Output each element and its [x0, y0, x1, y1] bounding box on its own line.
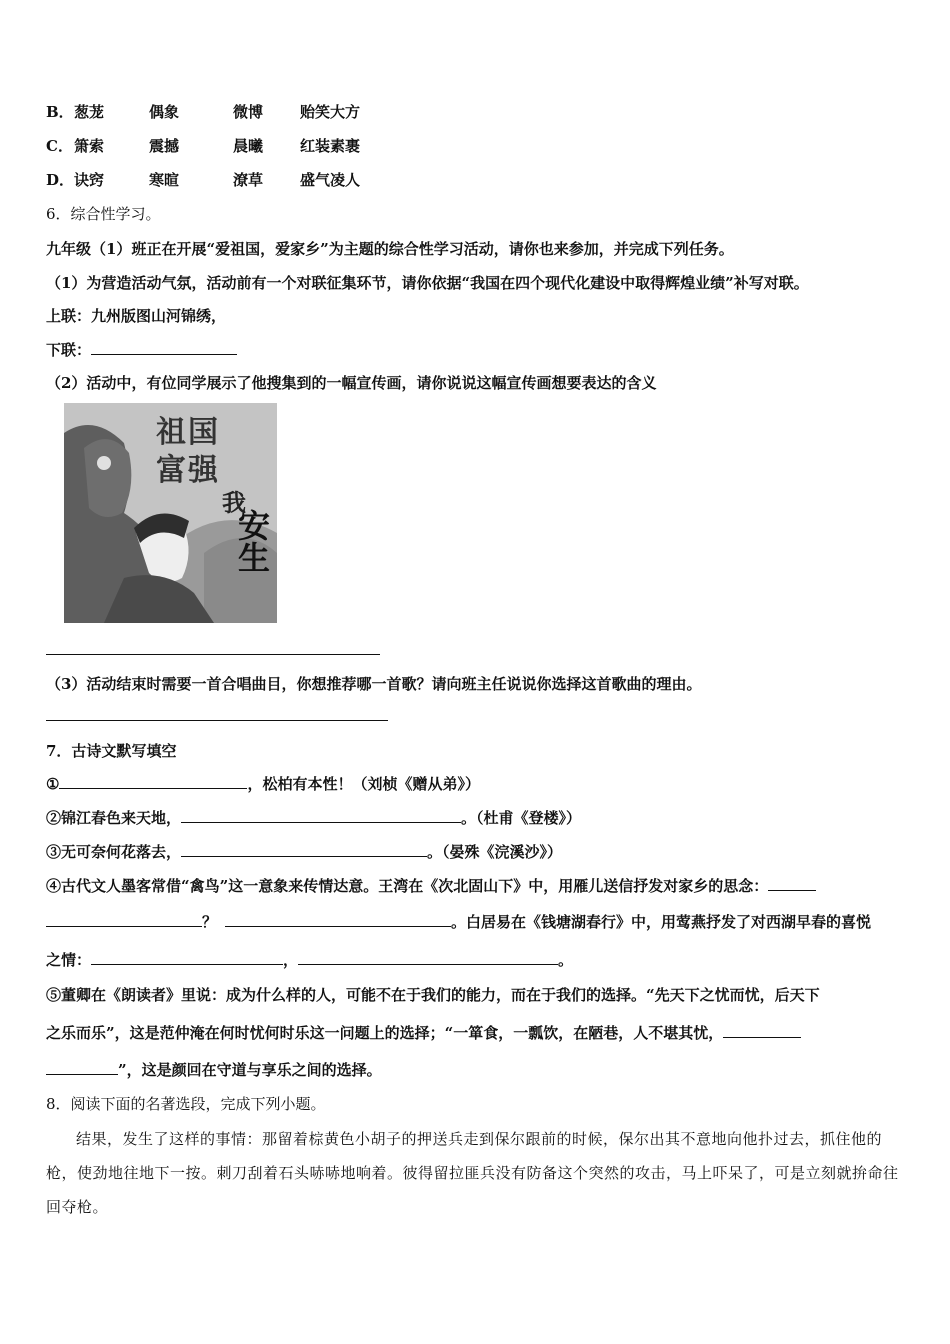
propaganda-poster-image: [64, 403, 277, 623]
option-word: 潦草: [233, 171, 264, 189]
answer-blank[interactable]: [225, 912, 451, 927]
poem-text: ④古代文人墨客常借“禽鸟”这一意象来传情达意。王湾在《次北固山下》中，用雁儿送信抒发对家乡的思念：: [46, 877, 769, 895]
answer-blank[interactable]: [46, 1060, 118, 1075]
q7-line4c: [46, 950, 573, 970]
punct: ，: [283, 951, 299, 969]
poster-text-line-1: 祖国: [156, 415, 220, 450]
q7-line4a: [46, 876, 816, 896]
option-word: 诀窍: [74, 171, 105, 189]
answer-blank[interactable]: [181, 808, 461, 823]
option-letter: B．: [46, 103, 74, 121]
poster-text-anquan: 安生: [233, 509, 271, 573]
poem-text: 之情：: [46, 951, 92, 969]
poem-source: ，松柏有本性！（刘桢《赠从弟》）: [247, 775, 480, 793]
option-word: 盛气凌人: [300, 171, 361, 189]
q8-excerpt: 结果，发生了这样的事情：那留着棕黄色小胡子的押送兵走到保尔跟前的时候，保尔出其不意地向他扑过去，抓住他的枪，使劲地往地下一按。刺刀刮着石头哧哧地响着。彼得留拉匪兵没有防备这个突然的攻击，马上吓呆了，可是立刻就拚命往回夺枪。: [46, 1130, 899, 1216]
q6-lower-couplet: [46, 340, 237, 360]
q8-title: 8．阅读下面的名著选段，完成下列小题。: [46, 1095, 326, 1113]
q7-line3: [46, 842, 562, 862]
q6-title: 6．综合性学习。: [46, 205, 161, 223]
q7-line5a: ⑤董卿在《朗读者》里说：成为什么样的人，可能不在于我们的能力，而在于我们的选择。“先天下之忧而忧，后天下: [46, 986, 820, 1004]
option-word: 晨曦: [233, 137, 264, 155]
option-word: 箫索: [74, 137, 105, 155]
q7-line5c: [46, 1060, 382, 1080]
poem-text: ”，这是颜回在守道与享乐之间的选择。: [118, 1061, 382, 1079]
poster-text-line-2: 富强: [156, 453, 220, 488]
item-number: ①: [46, 775, 60, 793]
option-word: 红装素裹: [300, 137, 361, 155]
option-word: 偶象: [149, 103, 180, 121]
q6-intro: 九年级（1）班正在开展“爱祖国，爱家乡”为主题的综合性学习活动，请你也来参加，并完成下列任务。: [46, 240, 734, 258]
poem-text: 之乐而乐”，这是范仲淹在何时忧何时乐这一问题上的选择；“一箪食，一瓢饮，在陋巷，人不堪其忧，: [46, 1024, 724, 1042]
q7-line4b: [46, 912, 871, 932]
poem-text: ②锦江春色来天地，: [46, 809, 182, 827]
answer-line-part3[interactable]: [46, 720, 388, 721]
option-word: 震撼: [149, 137, 180, 155]
q6-part3: （3）活动结束时需要一首合唱曲目，你想推荐哪一首歌？请向班主任说说你选择这首歌曲的理由。: [46, 675, 702, 693]
q7-line1: [46, 774, 480, 794]
option-word: 微博: [233, 103, 264, 121]
punct: ？: [202, 913, 218, 931]
poem-source: 。（杜甫《登楼》）: [461, 809, 582, 827]
answer-blank[interactable]: [723, 1023, 801, 1038]
poem-source: 。（晏殊《浣溪沙》）: [427, 843, 563, 861]
answer-blank[interactable]: [91, 340, 237, 355]
answer-blank[interactable]: [298, 950, 558, 965]
punct: 。: [558, 951, 574, 969]
option-letter: C．: [46, 137, 73, 155]
answer-blank[interactable]: [59, 774, 247, 789]
poem-text: ③无可奈何花落去，: [46, 843, 182, 861]
option-word: 贻笑大方: [300, 103, 361, 121]
q6-upper-couplet: 上联：九州版图山河锦绣，: [46, 307, 227, 325]
lower-label: 下联：: [46, 341, 92, 359]
q6-part1: （1）为营造活动气氛，活动前有一个对联征集环节，请你依据“我国在四个现代化建设中取得辉煌业绩”补写对联。: [46, 274, 809, 292]
option-letter: D．: [46, 171, 75, 189]
answer-line-part2[interactable]: [46, 654, 380, 655]
q7-line5b: [46, 1023, 801, 1043]
answer-blank[interactable]: [768, 876, 816, 891]
poem-text: 。白居易在《钱塘湖春行》中，用莺燕抒发了对西湖早春的喜悦: [451, 913, 872, 931]
answer-blank[interactable]: [46, 912, 202, 927]
q6-part2: （2）活动中，有位同学展示了他搜集到的一幅宣传画，请你说说这幅宣传画想要表达的含义: [46, 374, 657, 392]
q7-title: 7．古诗文默写填空: [46, 742, 177, 760]
option-word: 葱茏: [74, 103, 105, 121]
poster-text-wo: 我: [222, 489, 246, 517]
answer-blank[interactable]: [181, 842, 427, 857]
answer-blank[interactable]: [91, 950, 283, 965]
q7-line2: [46, 808, 581, 828]
option-word: 寒暄: [149, 171, 180, 189]
